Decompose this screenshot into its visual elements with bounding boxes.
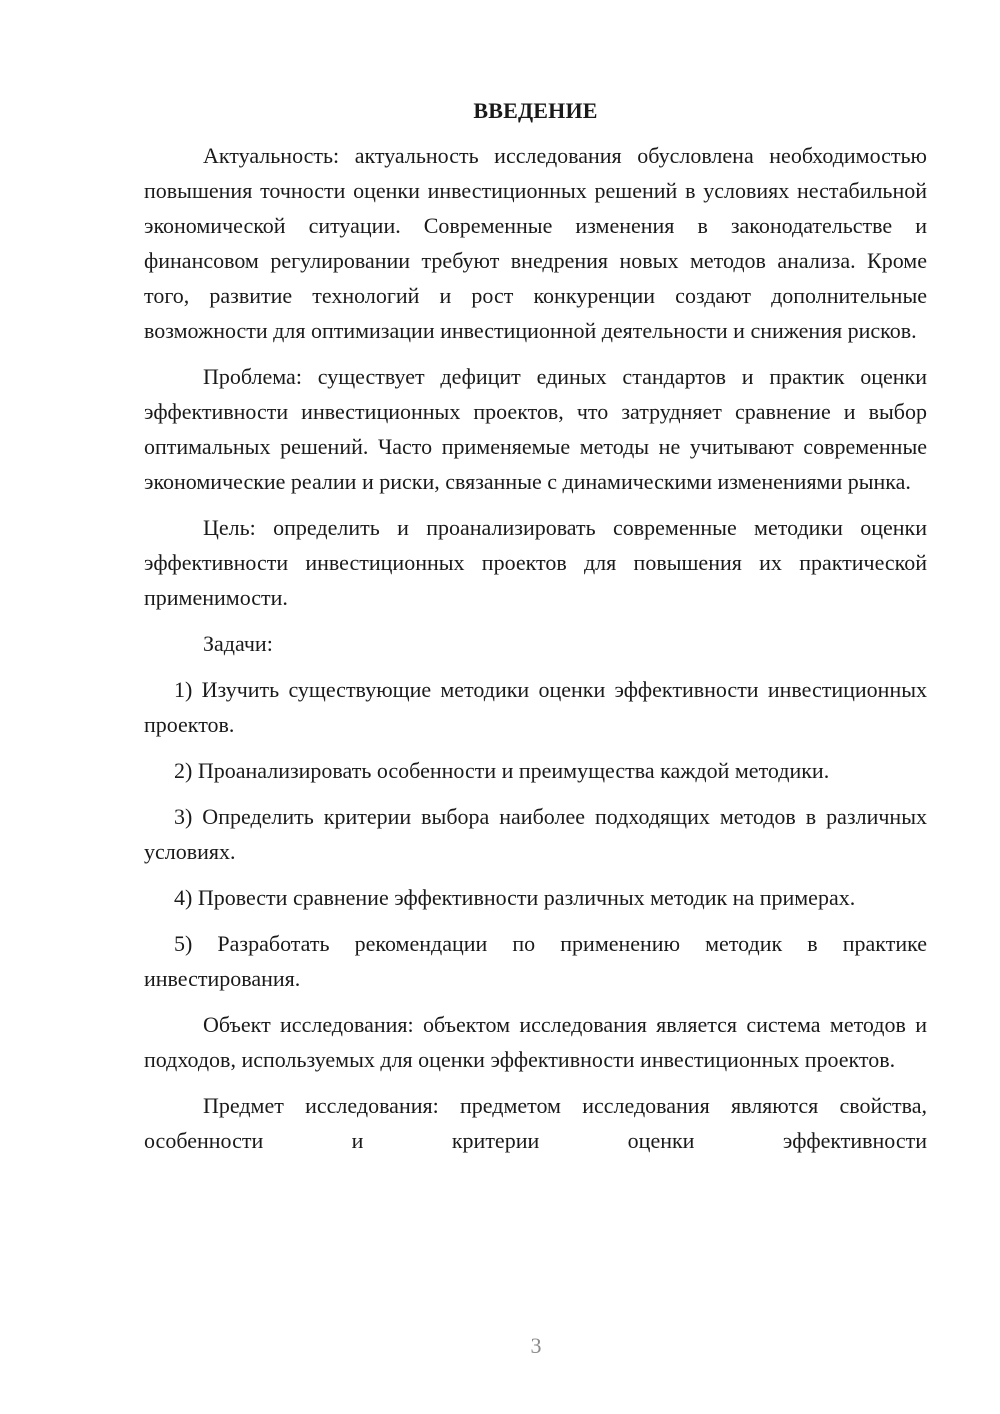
task-item-1: 1) Изучить существующие методики оценки эффективности инвестиционных проектов. <box>144 677 927 737</box>
object-paragraph: Объект исследования: объектом исследования является система методов и подходов, используемых для оценки эффективности инвестиционных проектов. <box>144 1012 927 1072</box>
task-item-5: 5) Разработать рекомендации по применению методик в практике инвестирования. <box>144 931 927 991</box>
section-heading: ВВЕДЕНИЕ <box>473 98 598 123</box>
page-content <box>144 94 927 1158</box>
page-number: 3 <box>530 1333 542 1358</box>
goal-paragraph: Цель: определить и проанализировать современные методики оценки эффективности инвестиционных проектов для повышения их практической применимости. <box>144 515 927 610</box>
task-item-3: 3) Определить критерии выбора наиболее подходящих методов в различных условиях. <box>144 804 927 864</box>
problem-paragraph: Проблема: существует дефицит единых стандартов и практик оценки эффективности инвестиционных проектов, что затрудняет сравнение и выбор оптимальных решений. Часто применяемые методы не учитывают современные экономические реалии и риски, связанные с динамическими изменениями рынка. <box>144 364 927 494</box>
task-item-2: 2) Проанализировать особенности и преимущества каждой методики. <box>174 758 830 783</box>
subject-paragraph: Предмет исследования: предметом исследования являются свойства, особенности и критерии оценки эффективности <box>144 1093 927 1153</box>
task-item-4: 4) Провести сравнение эффективности различных методик на примерах. <box>174 885 856 910</box>
relevance-paragraph: Актуальность: актуальность исследования обусловлена необходимостью повышения точности оценки инвестиционных решений в условиях нестабильной экономической ситуации. Современные изменения в законодательстве и финансовом регулировании требуют внедрения новых методов анализа. Кроме того, развитие технологий и рост конкуренции создают дополнительные возможности для оптимизации инвестиционной деятельности и снижения рисков. <box>144 143 927 343</box>
tasks-heading: Задачи: <box>203 631 273 656</box>
